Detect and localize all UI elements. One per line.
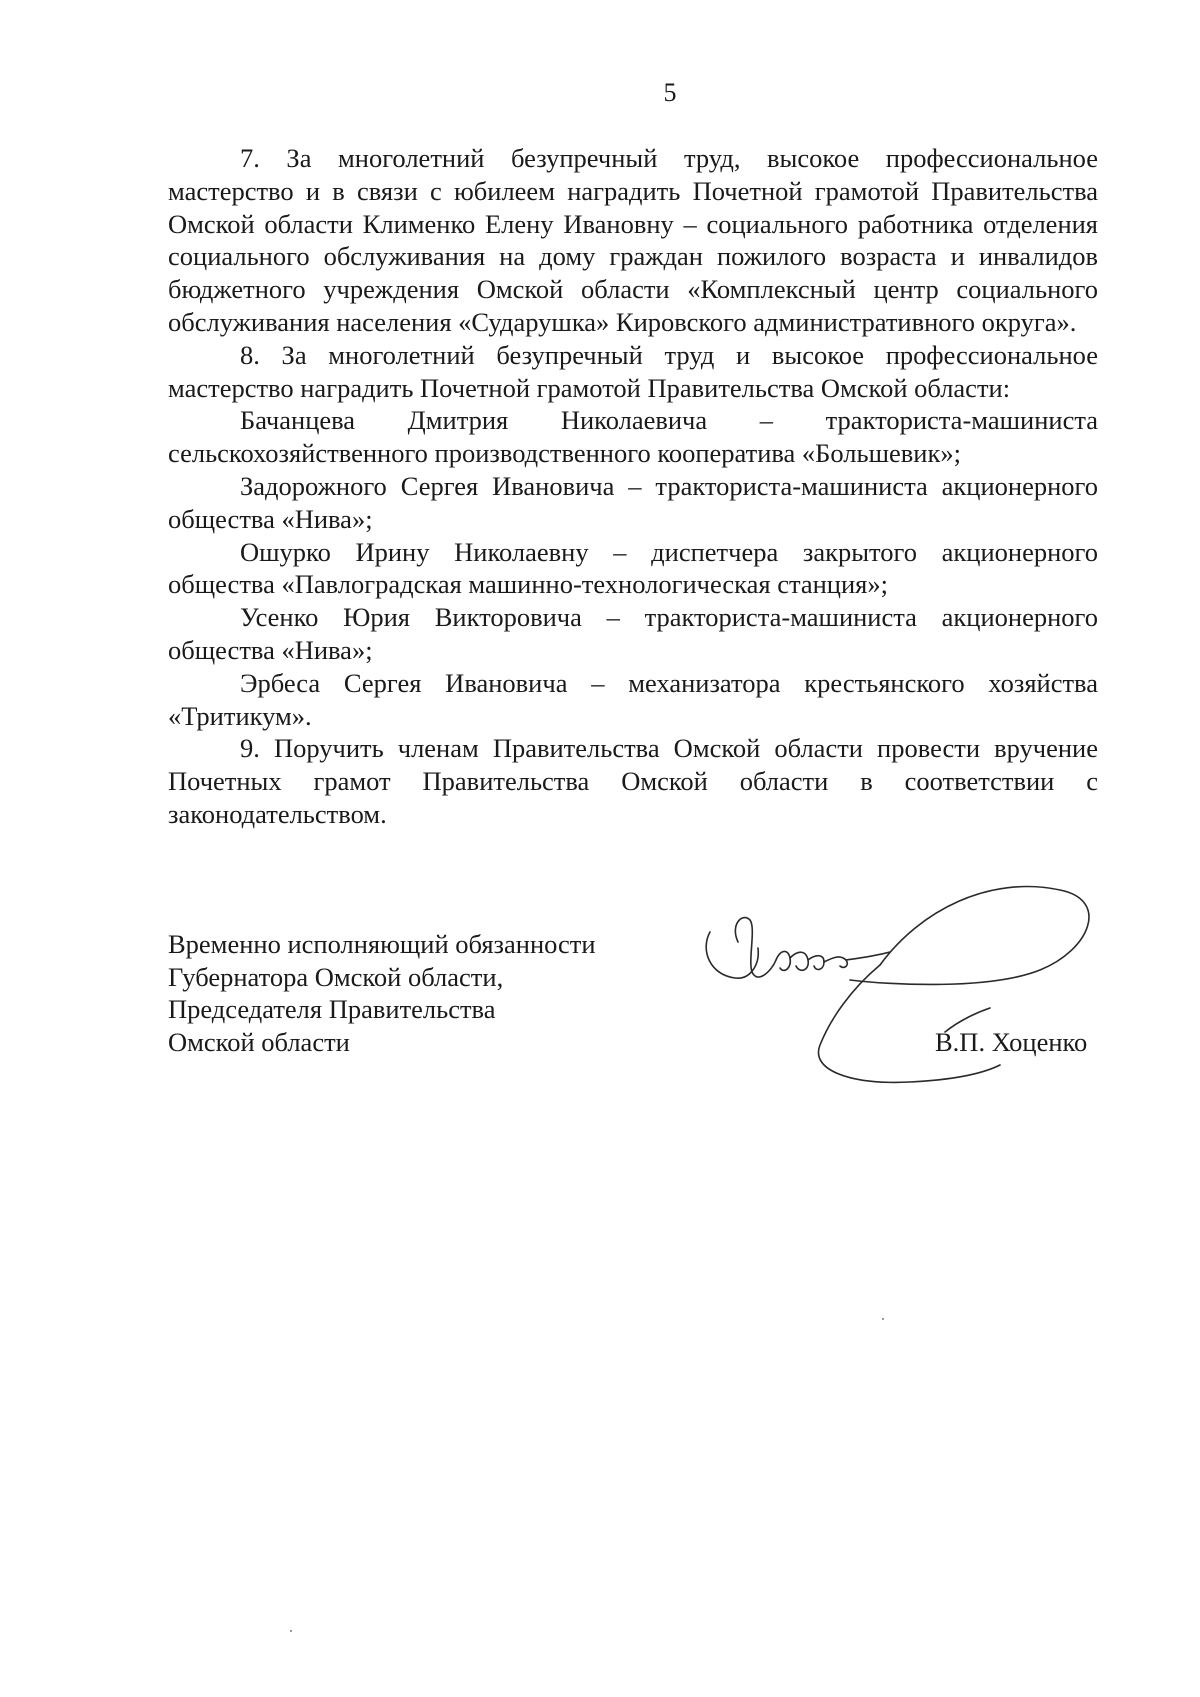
page-number: 5 (663, 78, 677, 107)
signatory-title-line: Омской области (168, 1026, 350, 1057)
scan-speck (290, 1630, 292, 1632)
signatory-name: В.П. Хоценко (935, 1027, 1088, 1057)
signatory-title-line: Временно исполняющий обязанности (168, 929, 596, 959)
award-item-oshurko: Ошурко Ирину Николаевну – диспетчера закрытого акционерного общества «Павлоградская машинно-технологическая станция»; (168, 536, 1098, 600)
signatory-title-line: Председателя Правительства (168, 994, 496, 1025)
award-item-zadorozhny: Задорожного Сергея Ивановича – тракториста-машиниста акционерного общества «Нива»; (168, 470, 1098, 534)
award-item-erbes: Эрбеса Сергея Ивановича – механизатора крестьянского хозяйства «Тритикум». (168, 667, 1098, 731)
award-item-usenko: Усенко Юрия Викторовича – тракториста-машиниста акционерного общества «Нива»; (168, 602, 1098, 665)
scan-speck (882, 1318, 884, 1320)
document-body (168, 142, 1098, 831)
paragraph-8: 8. За многолетний безупречный труд и высокое профессиональное мастерство наградить Почетной грамотой Правительства Омской области: (168, 339, 1098, 403)
award-item-bachantsev: Бачанцева Дмитрия Николаевича – тракториста-машиниста сельскохозяйственного производственного кооператива «Большевик»; (168, 405, 1098, 469)
signatory-title (168, 928, 596, 1058)
signatory-title-line: Губернатора Омской области, (168, 961, 504, 992)
paragraph-7: 7. За многолетний безупречный труд, высокое профессиональное мастерство и в связи с юбилеем наградить Почетной грамотой Правительства Омской области Клименко Елену Ивановну – социального работника отделения социального обслуживания на дому граждан пожилого возраста и инвалидов бюджетного учреждения Омской области «Комплексный центр социального обслуживания населения «Сударушка» Кировского административного округа». (168, 143, 1098, 337)
paragraph-9: 9. Поручить членам Правительства Омской области провести вручение Почетных грамот Правительства Омской области в соответствии с законодательством. (168, 733, 1098, 829)
